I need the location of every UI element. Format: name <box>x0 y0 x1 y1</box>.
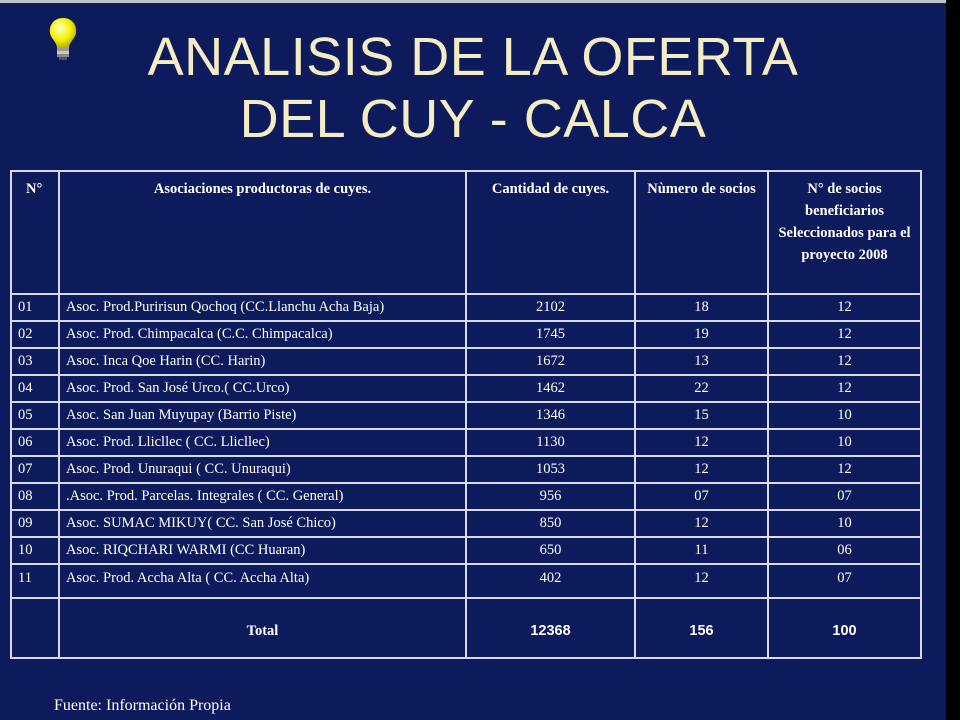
title-line-1: ANALISIS DE LA OFERTA <box>147 27 799 87</box>
table-row <box>11 564 921 598</box>
total-socios: 156 <box>635 598 768 658</box>
cell-cuyes: 1346 <box>466 402 635 429</box>
cell-num: 03 <box>11 348 59 375</box>
total-row <box>11 598 921 658</box>
cell-socios: 13 <box>635 348 768 375</box>
cell-benef: 06 <box>768 537 921 564</box>
cell-num: 07 <box>11 456 59 483</box>
table-row <box>11 348 921 375</box>
top-border <box>0 0 960 3</box>
cell-benef: 10 <box>768 429 921 456</box>
cell-num: 10 <box>11 537 59 564</box>
title-line-2: DEL CUY - CALCA <box>239 89 707 149</box>
cell-num: 02 <box>11 321 59 348</box>
cell-assoc: Asoc. Prod.Puririsun Qochoq (CC.Llanchu Acha Baja) <box>59 294 466 321</box>
cell-cuyes: 1672 <box>466 348 635 375</box>
offer-table <box>10 170 922 659</box>
cell-socios: 12 <box>635 429 768 456</box>
total-cuyes: 12368 <box>466 598 635 658</box>
cell-cuyes: 956 <box>466 483 635 510</box>
table-row <box>11 321 921 348</box>
cell-assoc: .Asoc. Prod. Parcelas. Integrales ( CC. General) <box>59 483 466 510</box>
cell-num: 04 <box>11 375 59 402</box>
cell-benef: 10 <box>768 510 921 537</box>
cell-benef: 12 <box>768 321 921 348</box>
slide-title <box>0 26 946 150</box>
table-row <box>11 483 921 510</box>
cell-assoc: Asoc. Inca Qoe Harin (CC. Harin) <box>59 348 466 375</box>
cell-socios: 11 <box>635 537 768 564</box>
cell-assoc: Asoc. San Juan Muyupay (Barrio Piste) <box>59 402 466 429</box>
cell-cuyes: 1745 <box>466 321 635 348</box>
cell-num: 01 <box>11 294 59 321</box>
cell-assoc: Asoc. Prod. San José Urco.( CC.Urco) <box>59 375 466 402</box>
total-benef: 100 <box>768 598 921 658</box>
table-row <box>11 429 921 456</box>
right-edge-bar <box>946 0 960 720</box>
cell-benef: 12 <box>768 456 921 483</box>
cell-num: 11 <box>11 564 59 598</box>
cell-socios: 12 <box>635 564 768 598</box>
cell-assoc: Asoc. Prod. Chimpacalca (C.C. Chimpacalca) <box>59 321 466 348</box>
cell-cuyes: 1462 <box>466 375 635 402</box>
total-num-cell <box>11 598 59 658</box>
header-beneficiarios: N° de socios beneficiarios Seleccionados para el proyecto 2008 <box>768 171 921 294</box>
cell-cuyes: 1053 <box>466 456 635 483</box>
source-note: Fuente: Información Propia <box>54 697 231 714</box>
cell-num: 06 <box>11 429 59 456</box>
cell-socios: 19 <box>635 321 768 348</box>
cell-socios: 12 <box>635 510 768 537</box>
cell-benef: 07 <box>768 564 921 598</box>
cell-cuyes: 650 <box>466 537 635 564</box>
table-row <box>11 402 921 429</box>
cell-benef: 12 <box>768 294 921 321</box>
cell-cuyes: 1130 <box>466 429 635 456</box>
header-row <box>11 171 921 294</box>
header-num: N° <box>11 171 59 294</box>
table-row <box>11 510 921 537</box>
cell-assoc: Asoc. Prod. Llicllec ( CC. Llicllec) <box>59 429 466 456</box>
cell-num: 08 <box>11 483 59 510</box>
cell-cuyes: 2102 <box>466 294 635 321</box>
cell-benef: 12 <box>768 375 921 402</box>
cell-socios: 18 <box>635 294 768 321</box>
header-cuyes: Cantidad de cuyes. <box>466 171 635 294</box>
table-row <box>11 375 921 402</box>
cell-benef: 10 <box>768 402 921 429</box>
cell-assoc: Asoc. RIQCHARI WARMI (CC Huaran) <box>59 537 466 564</box>
cell-benef: 07 <box>768 483 921 510</box>
cell-num: 05 <box>11 402 59 429</box>
cell-num: 09 <box>11 510 59 537</box>
cell-cuyes: 402 <box>466 564 635 598</box>
total-label: Total <box>59 598 466 658</box>
header-assoc: Asociaciones productoras de cuyes. <box>59 171 466 294</box>
cell-assoc: Asoc. Prod. Accha Alta ( CC. Accha Alta) <box>59 564 466 598</box>
cell-socios: 15 <box>635 402 768 429</box>
table-row <box>11 294 921 321</box>
table-row <box>11 537 921 564</box>
header-socios: Nùmero de socios <box>635 171 768 294</box>
cell-socios: 12 <box>635 456 768 483</box>
cell-assoc: Asoc. Prod. Unuraqui ( CC. Unuraqui) <box>59 456 466 483</box>
cell-socios: 07 <box>635 483 768 510</box>
cell-assoc: Asoc. SUMAC MIKUY( CC. San José Chico) <box>59 510 466 537</box>
table-row <box>11 456 921 483</box>
cell-socios: 22 <box>635 375 768 402</box>
cell-benef: 12 <box>768 348 921 375</box>
cell-cuyes: 850 <box>466 510 635 537</box>
